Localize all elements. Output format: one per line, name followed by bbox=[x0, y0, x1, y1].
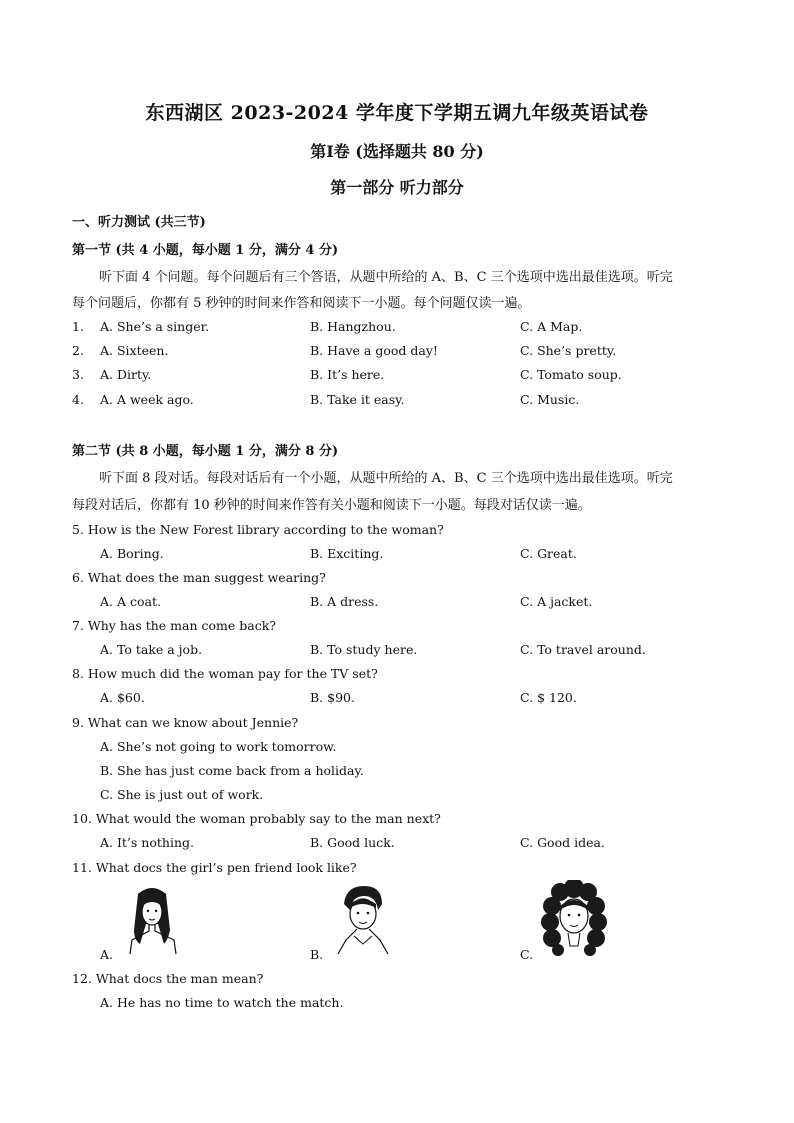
option-c: C. Music. bbox=[520, 392, 580, 407]
option-a: A. A coat. bbox=[100, 594, 161, 609]
option-b: B. To study here. bbox=[310, 642, 418, 657]
item-number: 1. bbox=[72, 319, 84, 334]
question-9: 9. What can we know about Jennie? bbox=[72, 715, 299, 730]
girl-curly-hair-picture bbox=[540, 880, 608, 958]
option-c: C. Tomato soup. bbox=[520, 367, 622, 382]
section1-instruction-line1: 听下面 4 个问题。每个问题后有三个答语，从题中所给的 A、B、C 三个选项中选出最佳选项。听完 bbox=[99, 270, 673, 285]
question-12: 12. What docs the man mean? bbox=[72, 971, 264, 986]
option-b: B. bbox=[310, 947, 324, 962]
volume-title: 第Ⅰ卷 (选择题共 80 分) bbox=[310, 142, 484, 161]
option-a: A. A week ago. bbox=[100, 392, 194, 407]
option-c: C. A Map. bbox=[520, 319, 583, 334]
option-a: A. She’s a singer. bbox=[100, 319, 210, 334]
boy-short-hair-picture bbox=[332, 884, 394, 956]
item-number: 4. bbox=[72, 392, 84, 407]
option-c: C. Good idea. bbox=[520, 835, 605, 850]
option-a: A. bbox=[100, 947, 114, 962]
question-5: 5. How is the New Forest library according to the woman? bbox=[72, 522, 444, 537]
section2-instruction-line1: 听下面 8 段对话。每段对话后有一个小题，从题中所给的 A、B、C 三个选项中选出最佳选项。听完 bbox=[99, 471, 673, 486]
option-b: B. Good luck. bbox=[310, 835, 395, 850]
option-b: B. She has just come back from a holiday. bbox=[100, 763, 364, 778]
option-b: B. Exciting. bbox=[310, 546, 384, 561]
option-c: C. She is just out of work. bbox=[100, 787, 264, 802]
section1-heading: 第一节 (共 4 小题，每小题 1 分，满分 4 分) bbox=[72, 243, 339, 258]
option-b: B. Hangzhou. bbox=[310, 319, 396, 334]
option-c: C. $ 120. bbox=[520, 690, 577, 705]
item-number: 2. bbox=[72, 343, 84, 358]
question-10: 10. What would the woman probably say to the man next? bbox=[72, 811, 441, 826]
question-7: 7. Why has the man come back? bbox=[72, 618, 276, 633]
section-main-heading: 一、听力测试 (共三节) bbox=[72, 215, 206, 230]
option-a: A. $60. bbox=[100, 690, 145, 705]
option-c: C. She’s pretty. bbox=[520, 343, 617, 358]
option-b: B. Take it easy. bbox=[310, 392, 405, 407]
option-a: A. It’s nothing. bbox=[100, 835, 194, 850]
option-b: B. Have a good day! bbox=[310, 343, 438, 358]
section2-heading: 第二节 (共 8 小题，每小题 1 分，满分 8 分) bbox=[72, 444, 339, 459]
option-a: A. He has no time to watch the match. bbox=[100, 995, 344, 1010]
option-a: A. To take a job. bbox=[100, 642, 203, 657]
option-c: C. Great. bbox=[520, 546, 577, 561]
girl-long-straight-hair-picture bbox=[124, 884, 180, 956]
option-a: A. Boring. bbox=[100, 546, 164, 561]
exam-title: 东西湖区 2023-2024 学年度下学期五调九年级英语试卷 bbox=[145, 102, 649, 124]
option-a: A. She’s not going to work tomorrow. bbox=[100, 739, 337, 754]
option-c: C. bbox=[520, 947, 534, 962]
part-title: 第一部分 听力部分 bbox=[330, 178, 464, 197]
option-b: B. It’s here. bbox=[310, 367, 385, 382]
section1-instruction-line2: 每个问题后，你都有 5 秒钟的时间来作答和阅读下一小题。每个问题仅读一遍。 bbox=[72, 296, 531, 311]
option-a: A. Sixteen. bbox=[100, 343, 169, 358]
option-a: A. Dirty. bbox=[100, 367, 152, 382]
option-b: B. A dress. bbox=[310, 594, 379, 609]
question-8: 8. How much did the woman pay for the TV set? bbox=[72, 666, 378, 681]
question-6: 6. What does the man suggest wearing? bbox=[72, 570, 326, 585]
question-11: 11. What docs the girl’s pen friend look like? bbox=[72, 860, 357, 875]
option-c: C. A jacket. bbox=[520, 594, 593, 609]
option-c: C. To travel around. bbox=[520, 642, 646, 657]
option-b: B. $90. bbox=[310, 690, 355, 705]
item-number: 3. bbox=[72, 367, 84, 382]
section2-instruction-line2: 每段对话后，你都有 10 秒钟的时间来作答有关小题和阅读下一小题。每段对话仅读一遍。 bbox=[72, 498, 591, 513]
